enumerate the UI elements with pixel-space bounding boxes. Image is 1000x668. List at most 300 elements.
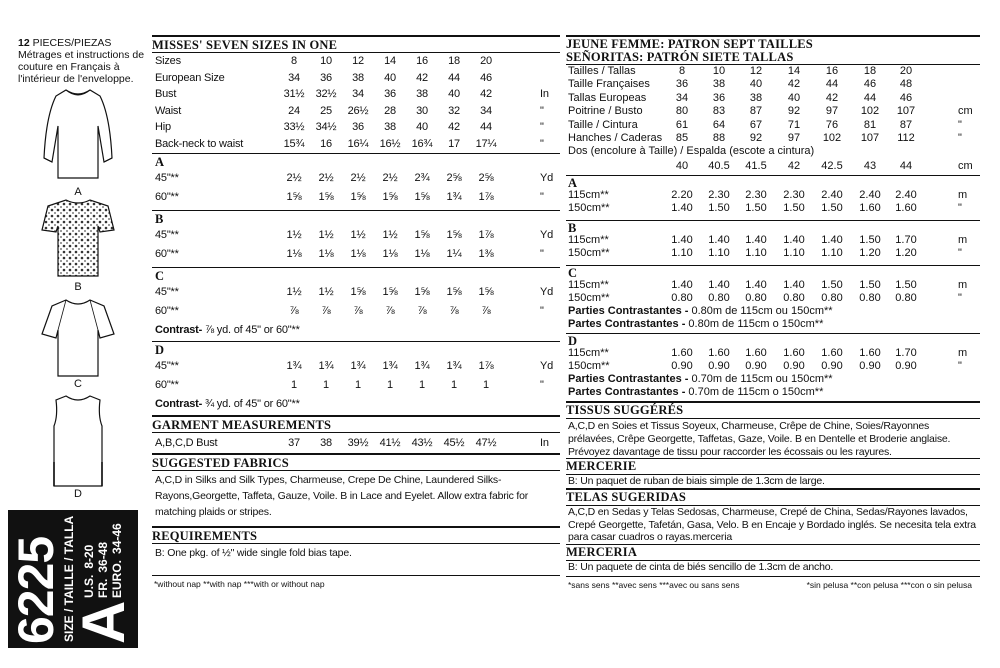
misses-title: MISSES' SEVEN SIZES IN ONE bbox=[152, 35, 560, 52]
view-title: D bbox=[568, 334, 578, 349]
metrage-row bbox=[566, 279, 980, 292]
lace-top-icon bbox=[38, 196, 118, 282]
size-ranges bbox=[82, 510, 124, 598]
cell-size-1: 40 bbox=[675, 160, 689, 173]
cell-size-7: 46 bbox=[899, 91, 913, 104]
cell-size-7: 20 bbox=[899, 65, 913, 77]
cell-size-2: 1.40 bbox=[708, 234, 730, 247]
cell-size-3: 1⅝ bbox=[350, 285, 366, 298]
contrast-text: ⅞ yd. of 45" or 60"** bbox=[202, 323, 300, 336]
cell-size-1: 85 bbox=[675, 131, 689, 144]
cell-size-3: 39½ bbox=[347, 436, 369, 449]
cell-size-4: 71 bbox=[787, 118, 801, 131]
yardage-row bbox=[152, 302, 560, 321]
cell-size-1: ⅞ bbox=[289, 304, 299, 317]
cell-size-1: 1.40 bbox=[671, 202, 693, 215]
cell-size-3: 16¼ bbox=[347, 137, 369, 150]
row-unit: m bbox=[958, 347, 968, 360]
row-label: 60"** bbox=[155, 378, 179, 391]
cell-size-1: 33½ bbox=[283, 121, 305, 134]
row-label: 115cm** bbox=[568, 279, 609, 292]
merceria-text: B: Un paquete de cinta de biés sencillo de 1.3cm de ancho. bbox=[566, 560, 980, 576]
cell-size-4: 1.40 bbox=[783, 279, 805, 292]
row-label: European Size bbox=[155, 71, 225, 84]
cell-size-6: 0.80 bbox=[859, 292, 881, 305]
measure-row bbox=[566, 65, 980, 78]
cell-size-2: 36 bbox=[320, 71, 332, 84]
cell-size-5: 97 bbox=[825, 105, 839, 118]
tissus-title: TISSUS SUGGÉRÉS bbox=[566, 401, 980, 418]
metrage-row bbox=[566, 347, 980, 360]
cell-size-2: 1.50 bbox=[708, 202, 730, 215]
cell-size-2: 10 bbox=[712, 65, 726, 77]
metrage-row bbox=[566, 360, 980, 373]
cell-size-2: 36 bbox=[712, 91, 726, 104]
contrast-label: Partes Contrastantes - bbox=[568, 386, 686, 399]
cell-size-2: 83 bbox=[712, 105, 726, 118]
row-unit: " bbox=[958, 202, 962, 215]
cell-size-4: 1⅛ bbox=[382, 247, 398, 260]
cell-size-3: 38 bbox=[749, 91, 763, 104]
cell-size-4: 2½ bbox=[382, 171, 398, 184]
cell-size-6: 0.90 bbox=[859, 360, 881, 373]
cell-size-2: 25 bbox=[320, 104, 332, 117]
cell-size-1: 1½ bbox=[286, 228, 302, 241]
row-label: 115cm** bbox=[568, 234, 609, 247]
cell-size-3: 92 bbox=[749, 131, 763, 144]
fabrics-text: A,C,D in Silks and Silk Types, Charmeuse, Crepe De Chine, Laundered Silks-Rayons,Georgette, Taffeta, Gauze, Voile. B in Lace and Eyelet. Allow extra fabric for matching plaids or stripes. bbox=[152, 470, 560, 526]
contrast-text: ¾ yd. of 45" or 60"** bbox=[202, 397, 300, 410]
row-label: Tailles / Tallas bbox=[568, 65, 636, 77]
cell-size-7: 42 bbox=[480, 88, 492, 101]
fr-range: 36-48 bbox=[96, 541, 110, 573]
size-code: A bbox=[70, 600, 137, 644]
view-b-illustration bbox=[38, 196, 118, 293]
cell-size-5: 1.40 bbox=[821, 234, 843, 247]
view-title: B bbox=[568, 221, 577, 236]
cell-size-6: 44 bbox=[863, 91, 877, 104]
fabrics-title: SUGGESTED FABRICS bbox=[152, 453, 560, 470]
cell-size-1: 36 bbox=[675, 78, 689, 91]
contrast-text: 0.70m de 115cm ou 150cm** bbox=[688, 373, 833, 386]
row-unit: Yd bbox=[540, 285, 554, 298]
cell-size-2: 1¾ bbox=[318, 359, 334, 372]
pattern-number: 6225 bbox=[8, 536, 64, 644]
row-label: Bust bbox=[155, 88, 177, 101]
cell-size-2: 0.80 bbox=[708, 292, 730, 305]
english-column bbox=[152, 35, 560, 592]
cell-size-2: 10 bbox=[320, 55, 332, 67]
cell-size-3: 1¾ bbox=[350, 359, 366, 372]
english-footnote: *without nap **with nap ***with or without nap bbox=[152, 575, 560, 592]
cell-size-7: 1.20 bbox=[895, 247, 917, 260]
cell-size-4: 2.30 bbox=[783, 189, 805, 202]
row-unit: m bbox=[958, 279, 968, 292]
cell-size-7: 17¼ bbox=[475, 137, 497, 150]
row-label: Taille / Cintura bbox=[568, 118, 638, 131]
row-unit: " bbox=[540, 378, 544, 391]
cell-size-2: 1.60 bbox=[708, 347, 730, 360]
merceria-title: MERCERIA bbox=[566, 544, 980, 560]
measure-row bbox=[152, 119, 560, 136]
cell-size-4: 92 bbox=[787, 105, 801, 118]
row-unit: In bbox=[540, 88, 549, 101]
cell-size-7: 0.90 bbox=[895, 360, 917, 373]
view-title: A bbox=[155, 154, 165, 169]
cell-size-5: 0.90 bbox=[821, 360, 843, 373]
cell-size-4: 1.10 bbox=[783, 247, 805, 260]
row-label: 60"** bbox=[155, 190, 179, 203]
cell-size-3: 1⅛ bbox=[350, 247, 366, 260]
row-unit: In bbox=[540, 436, 549, 449]
cell-size-6: ⅞ bbox=[449, 304, 459, 317]
yardage-row bbox=[152, 357, 560, 376]
french-footnote: *sans sens **avec sens ***avec ou sans sens bbox=[568, 579, 740, 590]
view-title: A bbox=[568, 176, 578, 191]
row-label: Sizes bbox=[155, 55, 181, 67]
cell-size-2: 1.40 bbox=[708, 279, 730, 292]
view-title: C bbox=[155, 268, 165, 283]
row-label: 60"** bbox=[155, 304, 179, 317]
cell-size-7: 48 bbox=[899, 78, 913, 91]
row-label: 115cm** bbox=[568, 189, 609, 202]
row-unit: cm bbox=[958, 160, 973, 173]
cell-size-6: 1¼ bbox=[446, 247, 462, 260]
spanish-footnote: *sin pelusa **con pelusa ***con o sin pelusa bbox=[806, 579, 972, 590]
spanish-title: SEÑORITAS: PATRÓN SIETE TALLAS bbox=[566, 50, 794, 64]
cell-size-5: 16¾ bbox=[411, 137, 433, 150]
cell-size-2: 88 bbox=[712, 131, 726, 144]
cell-size-7: 1⅞ bbox=[478, 359, 494, 372]
cell-size-1: 1.10 bbox=[671, 247, 693, 260]
cell-size-5: 2¾ bbox=[414, 171, 430, 184]
contrast-row bbox=[566, 318, 980, 331]
measure-row bbox=[566, 92, 980, 105]
cell-size-5: 2.40 bbox=[821, 189, 843, 202]
right-titles bbox=[566, 35, 980, 64]
body-measurements-table bbox=[152, 52, 560, 153]
cell-size-3: 26½ bbox=[347, 104, 369, 117]
us-label: U.S. bbox=[82, 574, 96, 598]
cell-size-1: 1.40 bbox=[671, 279, 693, 292]
row-unit: Yd bbox=[540, 359, 554, 372]
cell-size-1: 1¾ bbox=[286, 359, 302, 372]
cell-size-5: 0.80 bbox=[821, 292, 843, 305]
cell-size-6: 2.40 bbox=[859, 189, 881, 202]
row-label: 150cm** bbox=[568, 360, 610, 373]
row-unit: " bbox=[958, 360, 962, 373]
cell-size-4: 42 bbox=[787, 78, 801, 91]
cell-size-2: 38 bbox=[712, 78, 726, 91]
measure-row bbox=[152, 86, 560, 103]
cell-size-1: 1 bbox=[291, 378, 297, 391]
cell-size-1: 24 bbox=[288, 104, 300, 117]
cell-size-2: 1½ bbox=[318, 228, 334, 241]
cell-size-4: 42 bbox=[787, 160, 801, 173]
cell-size-5: 102 bbox=[822, 131, 842, 144]
mercerie-text: B: Un paquet de ruban de biais simple de 1.3cm de large. bbox=[566, 474, 980, 488]
cell-size-4: 14 bbox=[787, 65, 801, 77]
row-unit: Yd bbox=[540, 228, 554, 241]
row-label: 45"** bbox=[155, 285, 179, 298]
cell-size-6: 102 bbox=[860, 105, 880, 118]
cell-size-4: 36 bbox=[384, 88, 396, 101]
view-title: C bbox=[568, 266, 578, 281]
cell-size-4: 0.80 bbox=[783, 292, 805, 305]
fr-label: FR. bbox=[96, 578, 110, 598]
cell-size-1: 37 bbox=[288, 436, 300, 449]
cell-size-2: 40.5 bbox=[708, 160, 730, 173]
blouse-long-sleeve-icon bbox=[38, 86, 118, 186]
row-label: 115cm** bbox=[568, 347, 609, 360]
row-label: Taille Françaises bbox=[568, 78, 650, 91]
us-range: 8-20 bbox=[82, 544, 96, 569]
cell-size-2: ⅞ bbox=[321, 304, 331, 317]
cell-size-5: 16 bbox=[416, 55, 428, 67]
cell-size-1: 34 bbox=[288, 71, 300, 84]
cell-size-2: 1½ bbox=[318, 285, 334, 298]
contrast-label: Partes Contrastantes - bbox=[568, 318, 686, 331]
cell-size-6: 2⅝ bbox=[446, 171, 462, 184]
cell-size-3: 12 bbox=[749, 65, 763, 77]
view-c-label: C bbox=[74, 378, 82, 390]
cell-size-5: 1⅝ bbox=[414, 190, 430, 203]
cell-size-6: 43 bbox=[863, 160, 877, 173]
cell-size-7: 1⅝ bbox=[478, 285, 494, 298]
measure-row bbox=[152, 103, 560, 120]
cell-size-7: 34 bbox=[480, 104, 492, 117]
cell-size-6: 1.60 bbox=[859, 202, 881, 215]
cell-size-6: 44 bbox=[448, 71, 460, 84]
cell-size-7: 0.80 bbox=[895, 292, 917, 305]
cell-size-3: 1.50 bbox=[745, 202, 767, 215]
view-b-block bbox=[152, 210, 560, 267]
cell-size-7: 44 bbox=[899, 160, 913, 173]
left-column bbox=[0, 0, 150, 668]
cell-size-7: 112 bbox=[897, 131, 915, 144]
cell-size-5: 1.10 bbox=[821, 247, 843, 260]
metrage-row bbox=[566, 234, 980, 247]
cell-size-2: 0.90 bbox=[708, 360, 730, 373]
cell-size-7: 2⅝ bbox=[478, 171, 494, 184]
metrage-row bbox=[566, 202, 980, 215]
row-unit: " bbox=[958, 247, 962, 260]
cell-size-5: 1 bbox=[419, 378, 425, 391]
cell-size-3: 0.90 bbox=[745, 360, 767, 373]
cell-size-1: 1⅛ bbox=[286, 247, 302, 260]
view-a-illustration bbox=[38, 86, 118, 198]
row-label: 150cm** bbox=[568, 292, 610, 305]
cell-size-7: 1⅞ bbox=[478, 228, 494, 241]
cell-size-6: 1.60 bbox=[859, 347, 881, 360]
contrast-row bbox=[152, 395, 560, 415]
yardage-row bbox=[152, 245, 560, 264]
cell-size-4: 1½ bbox=[382, 228, 398, 241]
raglan-short-sleeve-top-icon bbox=[38, 296, 118, 382]
cell-size-6: 1⅝ bbox=[446, 228, 462, 241]
french-spanish-column bbox=[566, 35, 980, 590]
view-a-label: A bbox=[74, 186, 82, 198]
view-d-illustration bbox=[38, 392, 118, 500]
row-label: 45"** bbox=[155, 171, 179, 184]
row-unit: " bbox=[958, 118, 962, 131]
sleeveless-tunic-icon bbox=[38, 392, 118, 492]
measure-row bbox=[566, 119, 980, 132]
tissus-text: A,C,D en Soies et Tissus Soyeux, Charmeuse, Crêpe de Chine, Soies/Rayonnes prélavées, Crêpe Georgette, Taffetas, Gaze, Voile. B en Dentelle et Broderie anglaise. Prévoyez davantage de tissu pour raccorder les écossais ou les rayures. bbox=[566, 418, 980, 458]
cell-size-6: 81 bbox=[863, 118, 877, 131]
row-label: Back-neck to waist bbox=[155, 137, 244, 150]
row-unit: m bbox=[958, 189, 968, 202]
cell-size-4: 16½ bbox=[379, 137, 401, 150]
cell-size-5: 1.50 bbox=[821, 202, 843, 215]
cell-size-5: 76 bbox=[825, 118, 839, 131]
cell-size-7: 2.40 bbox=[895, 189, 917, 202]
cell-size-7: 1.70 bbox=[895, 234, 917, 247]
cell-size-2: 38 bbox=[320, 436, 332, 449]
french-title: JEUNE FEMME: PATRON SEPT TAILLES bbox=[566, 37, 813, 51]
garment-row bbox=[152, 433, 560, 453]
cell-size-1: 1⅝ bbox=[286, 190, 302, 203]
cell-size-5: 1¾ bbox=[414, 359, 430, 372]
cell-size-3: 1½ bbox=[350, 228, 366, 241]
cell-size-6: 1.50 bbox=[859, 234, 881, 247]
cell-size-3: 36 bbox=[352, 121, 364, 134]
row-unit: " bbox=[540, 137, 544, 150]
cell-size-3: 1.40 bbox=[745, 279, 767, 292]
cell-size-1: 34 bbox=[675, 91, 689, 104]
cell-size-5: 40 bbox=[416, 121, 428, 134]
cell-size-5: 42.5 bbox=[821, 160, 843, 173]
cell-size-5: 1.50 bbox=[821, 279, 843, 292]
cell-size-3: 0.80 bbox=[745, 292, 767, 305]
cell-size-1: 8 bbox=[291, 55, 297, 67]
cell-size-6: 42 bbox=[448, 121, 460, 134]
cell-size-5: 16 bbox=[825, 65, 839, 77]
cell-size-4: ⅞ bbox=[385, 304, 395, 317]
mercerie-title: MERCERIE bbox=[566, 458, 980, 474]
cell-size-7: 1.60 bbox=[895, 202, 917, 215]
metrage-row bbox=[566, 247, 980, 260]
cell-size-7: 1.70 bbox=[895, 347, 917, 360]
metrage-table bbox=[566, 175, 980, 401]
view-title: D bbox=[155, 342, 165, 357]
cell-size-7: 1 bbox=[483, 378, 489, 391]
cell-size-3: 41.5 bbox=[745, 160, 767, 173]
cell-size-5: 1⅝ bbox=[414, 285, 430, 298]
cell-size-4: 1.40 bbox=[783, 234, 805, 247]
row-unit: Yd bbox=[540, 171, 554, 184]
view-d-block bbox=[152, 341, 560, 415]
view-a-block-fr-es bbox=[566, 175, 980, 220]
measure-row bbox=[566, 132, 980, 145]
cell-size-6: 1¾ bbox=[446, 359, 462, 372]
yardage-row bbox=[152, 283, 560, 302]
cell-size-6: 45½ bbox=[443, 436, 465, 449]
view-a-block bbox=[152, 153, 560, 210]
cell-size-1: 0.80 bbox=[671, 292, 693, 305]
row-label: 150cm** bbox=[568, 247, 610, 260]
back-length-row bbox=[566, 158, 980, 175]
cell-size-1: 1.40 bbox=[671, 234, 693, 247]
cell-size-6: 18 bbox=[448, 55, 460, 67]
cell-size-1: 61 bbox=[675, 118, 689, 131]
euro-label: EURO. bbox=[110, 559, 124, 598]
cell-size-7: ⅞ bbox=[481, 304, 491, 317]
garment-title: GARMENT MEASUREMENTS bbox=[152, 415, 560, 432]
euro-range: 34-46 bbox=[110, 523, 124, 554]
row-label: Waist bbox=[155, 104, 182, 117]
size-label: SIZE / TAILLE / TALLA bbox=[62, 515, 76, 642]
cell-size-3: 2.30 bbox=[745, 189, 767, 202]
cell-size-7: 1.50 bbox=[895, 279, 917, 292]
cell-size-2: 1 bbox=[323, 378, 329, 391]
cell-size-6: 18 bbox=[863, 65, 877, 77]
cell-size-5: 43½ bbox=[411, 436, 433, 449]
pieces-label: PIECES/PIEZAS bbox=[29, 37, 112, 49]
contrast-row bbox=[566, 305, 980, 318]
cell-size-2: 2.30 bbox=[708, 189, 730, 202]
view-c-block bbox=[152, 267, 560, 341]
yardage-row bbox=[152, 169, 560, 188]
cell-size-1: 8 bbox=[678, 65, 686, 77]
cell-size-4: 1⅝ bbox=[382, 190, 398, 203]
measure-row bbox=[152, 53, 560, 70]
cell-size-4: 97 bbox=[787, 131, 801, 144]
cell-size-3: ⅞ bbox=[353, 304, 363, 317]
cell-size-3: 2½ bbox=[350, 171, 366, 184]
cell-size-6: 107 bbox=[860, 131, 880, 144]
view-title: B bbox=[155, 211, 164, 226]
row-label: 45"** bbox=[155, 228, 179, 241]
cell-size-4: 1.60 bbox=[783, 347, 805, 360]
cell-size-4: 38 bbox=[384, 121, 396, 134]
row-label: 60"** bbox=[155, 247, 179, 260]
row-unit: " bbox=[540, 104, 544, 117]
cell-size-4: 1.50 bbox=[783, 202, 805, 215]
row-label: Hanches / Caderas bbox=[568, 131, 663, 144]
row-label: Tallas Europeas bbox=[568, 91, 647, 104]
cell-size-6: 46 bbox=[863, 78, 877, 91]
row-unit: " bbox=[540, 121, 544, 134]
row-label: A,B,C,D Bust bbox=[155, 436, 218, 449]
cell-size-3: 40 bbox=[749, 78, 763, 91]
yardage-row bbox=[152, 188, 560, 207]
cell-size-5: 44 bbox=[825, 78, 839, 91]
row-unit: " bbox=[540, 247, 544, 260]
measure-row bbox=[152, 136, 560, 153]
cell-size-1: 80 bbox=[675, 105, 689, 118]
row-unit: cm bbox=[958, 105, 973, 118]
cell-size-4: 40 bbox=[787, 91, 801, 104]
garment-measurements-table bbox=[152, 432, 560, 453]
cell-size-7: 20 bbox=[480, 55, 492, 67]
cell-size-6: 17 bbox=[448, 137, 460, 150]
cell-size-6: 1 bbox=[451, 378, 457, 391]
contrast-label: Parties Contrastantes - bbox=[568, 305, 689, 318]
row-unit: m bbox=[958, 234, 968, 247]
contrast-label: Contrast- bbox=[155, 323, 203, 336]
contrast-label: Contrast- bbox=[155, 397, 203, 410]
cell-size-7: 46 bbox=[480, 71, 492, 84]
cell-size-2: 16 bbox=[320, 137, 332, 150]
measure-row bbox=[152, 70, 560, 87]
yardage-row bbox=[152, 226, 560, 245]
telas-title: TELAS SUGERIDAS bbox=[566, 488, 980, 505]
cell-size-3: 1.40 bbox=[745, 234, 767, 247]
contrast-text: 0.80m de 115cm ou 150cm** bbox=[688, 305, 833, 318]
cell-size-5: ⅞ bbox=[417, 304, 427, 317]
row-unit: " bbox=[540, 304, 544, 317]
